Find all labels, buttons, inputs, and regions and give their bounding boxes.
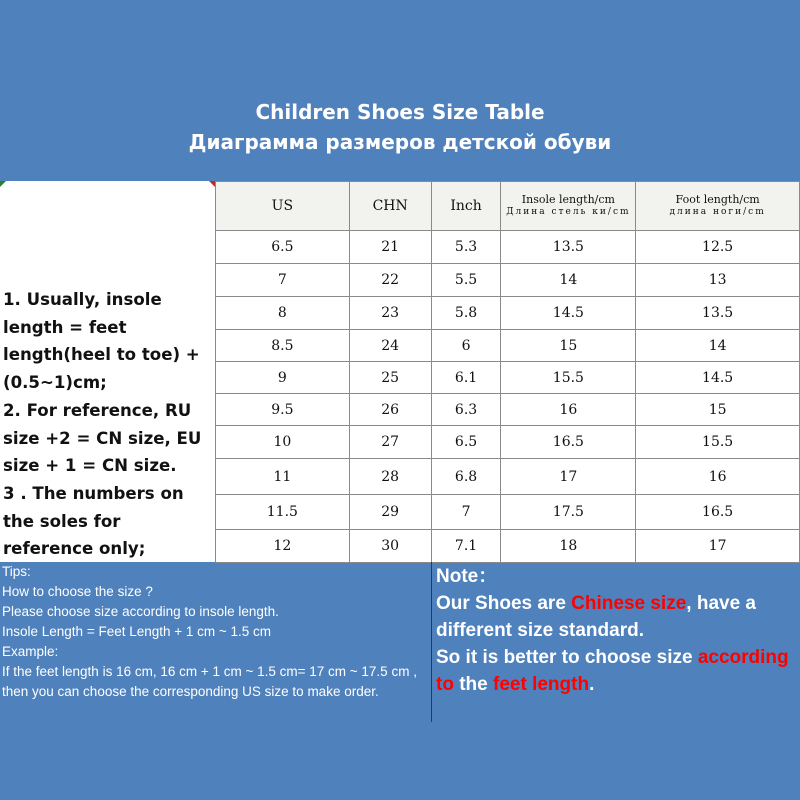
cell-chn: 24 bbox=[349, 330, 431, 362]
cell-us: 12 bbox=[216, 530, 350, 563]
cell-inch: 5.5 bbox=[431, 264, 501, 297]
tips-line: Please choose size according to insole length. bbox=[2, 604, 279, 619]
header-foot bbox=[636, 182, 800, 231]
cell-us: 11 bbox=[216, 459, 350, 495]
cell-insole: 16 bbox=[501, 394, 636, 426]
note-highlight: feet length bbox=[493, 674, 590, 695]
note-paragraph-1 bbox=[436, 590, 800, 644]
cell-chn: 21 bbox=[349, 231, 431, 264]
cell-inch: 6 bbox=[431, 330, 501, 362]
title-russian: Диаграмма размеров детской обуви bbox=[188, 130, 612, 154]
cell-insole: 13.5 bbox=[501, 231, 636, 264]
cell-foot: 15 bbox=[636, 394, 800, 426]
header-us: US bbox=[216, 182, 350, 231]
tips-line: Example: bbox=[2, 644, 59, 659]
note-text: the bbox=[453, 674, 493, 695]
header-foot-en: Foot length/cm bbox=[675, 193, 760, 206]
cell-insole: 14.5 bbox=[501, 297, 636, 330]
table-row bbox=[216, 459, 800, 495]
note-text: . bbox=[589, 674, 595, 695]
cell-chn: 26 bbox=[349, 394, 431, 426]
header-insole-ru: Длина стель ки/cm bbox=[506, 207, 631, 217]
cell-inch: 6.8 bbox=[431, 459, 501, 495]
cell-inch: 6.3 bbox=[431, 394, 501, 426]
cell-insole: 17.5 bbox=[501, 495, 636, 530]
cell-chn: 25 bbox=[349, 362, 431, 394]
cell-insole: 15 bbox=[501, 330, 636, 362]
note-highlight: according to bbox=[436, 647, 789, 695]
cell-chn: 22 bbox=[349, 264, 431, 297]
table-row bbox=[216, 394, 800, 426]
header-insole bbox=[501, 182, 636, 231]
tips-line: How to choose the size ? bbox=[2, 584, 153, 599]
cell-us: 11.5 bbox=[216, 495, 350, 530]
note-highlight: Chinese size bbox=[571, 593, 687, 614]
table-row bbox=[216, 297, 800, 330]
note-text: So it is better to choose size bbox=[436, 647, 698, 668]
header-insole-en: Insole length/cm bbox=[521, 193, 615, 206]
tips-title: Tips: bbox=[2, 564, 31, 579]
header-inch: Inch bbox=[431, 182, 501, 231]
cell-us: 10 bbox=[216, 426, 350, 459]
cell-insole: 16.5 bbox=[501, 426, 636, 459]
cell-us: 9.5 bbox=[216, 394, 350, 426]
note-paragraph-2 bbox=[436, 644, 800, 698]
cell-foot: 16.5 bbox=[636, 495, 800, 530]
cell-foot: 14.5 bbox=[636, 362, 800, 394]
note-title: Note： bbox=[436, 566, 498, 587]
cell-chn: 27 bbox=[349, 426, 431, 459]
cell-us: 8 bbox=[216, 297, 350, 330]
cell-foot: 13 bbox=[636, 264, 800, 297]
cell-foot: 13.5 bbox=[636, 297, 800, 330]
cell-chn: 30 bbox=[349, 530, 431, 563]
note-text: Our Shoes are bbox=[436, 593, 572, 614]
header bbox=[0, 0, 800, 180]
cell-us: 8.5 bbox=[216, 330, 350, 362]
cell-foot: 14 bbox=[636, 330, 800, 362]
cell-us: 9 bbox=[216, 362, 350, 394]
cell-inch: 6.5 bbox=[431, 426, 501, 459]
header-chn: CHN bbox=[349, 182, 431, 231]
title-english: Children Shoes Size Table bbox=[255, 100, 545, 124]
cell-foot: 16 bbox=[636, 459, 800, 495]
cell-insole: 18 bbox=[501, 530, 636, 563]
table-row bbox=[216, 530, 800, 563]
table-row bbox=[216, 264, 800, 297]
tips-line: If the feet length is 16 cm, 16 cm + 1 cm ~ 1.5 cm= 17 cm ~ 17.5 cm , then you can choose the corresponding US size to make order. bbox=[2, 664, 417, 699]
cell-foot: 12.5 bbox=[636, 231, 800, 264]
cell-inch: 7 bbox=[431, 495, 501, 530]
cell-chn: 28 bbox=[349, 459, 431, 495]
table-header-row bbox=[216, 182, 800, 231]
cell-us: 7 bbox=[216, 264, 350, 297]
cell-inch: 5.3 bbox=[431, 231, 501, 264]
note-text: , have a different size standard. bbox=[436, 593, 756, 641]
note-panel bbox=[436, 563, 800, 723]
cell-us: 6.5 bbox=[216, 231, 350, 264]
cell-chn: 23 bbox=[349, 297, 431, 330]
cell-chn: 29 bbox=[349, 495, 431, 530]
table-row bbox=[216, 426, 800, 459]
tips-line: Insole Length = Feet Length + 1 cm ~ 1.5 cm bbox=[2, 624, 272, 639]
cell-foot: 15.5 bbox=[636, 426, 800, 459]
left-notes-panel bbox=[0, 181, 215, 562]
cell-insole: 15.5 bbox=[501, 362, 636, 394]
tips-panel bbox=[0, 562, 432, 722]
table-body bbox=[216, 231, 800, 563]
cell-insole: 14 bbox=[501, 264, 636, 297]
cell-insole: 17 bbox=[501, 459, 636, 495]
cell-inch: 6.1 bbox=[431, 362, 501, 394]
size-table bbox=[215, 181, 800, 563]
cell-foot: 17 bbox=[636, 530, 800, 563]
table-row bbox=[216, 495, 800, 530]
cell-inch: 5.8 bbox=[431, 297, 501, 330]
table-row bbox=[216, 362, 800, 394]
table-row bbox=[216, 330, 800, 362]
left-notes-text: 1. Usually, insole length = feet length(heel to toe) + (0.5~1)cm; 2. For reference, RU size +2 = CN size, EU size + 1 = CN size. 3 . The numbers on the soles for reference only; bbox=[3, 290, 202, 559]
header-foot-ru: длина ноги/cm bbox=[669, 207, 766, 217]
corner-mark-green bbox=[0, 181, 6, 187]
table-row bbox=[216, 231, 800, 264]
cell-inch: 7.1 bbox=[431, 530, 501, 563]
